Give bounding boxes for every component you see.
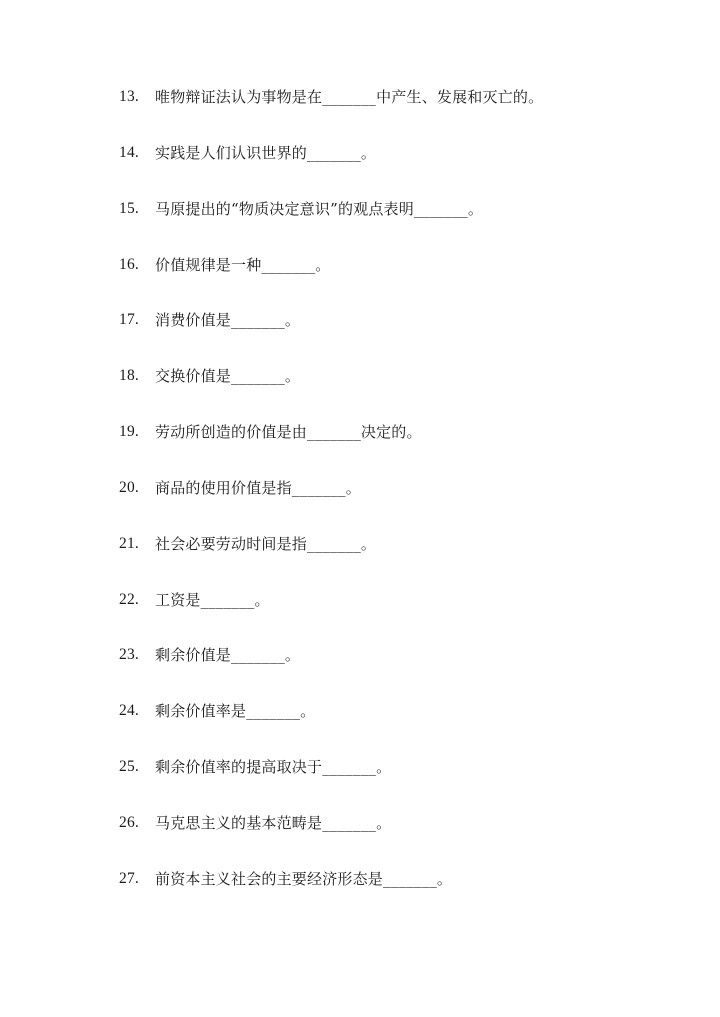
question-item — [119, 533, 699, 589]
question-text: 前资本主义社会的主要经济形态是_______。 — [155, 869, 453, 888]
question-number: 27. — [119, 869, 139, 887]
question-number: 15. — [119, 199, 139, 217]
question-item — [119, 700, 699, 756]
question-item — [119, 309, 699, 365]
question-text: 剩余价值是_______。 — [155, 646, 301, 665]
question-number: 21. — [119, 534, 139, 552]
question-item — [119, 756, 699, 812]
question-number: 26. — [119, 813, 139, 831]
question-text: 工资是_______。 — [155, 590, 270, 609]
question-item — [119, 868, 699, 924]
question-item — [119, 644, 699, 700]
question-number: 25. — [119, 758, 139, 776]
question-item — [119, 812, 699, 868]
question-text: 劳动所创造的价值是由_______决定的。 — [155, 423, 422, 442]
question-number: 18. — [119, 367, 139, 385]
question-number: 16. — [119, 255, 139, 273]
question-item — [119, 86, 699, 142]
question-text: 实践是人们认识世界的_______。 — [155, 143, 377, 162]
question-item — [119, 142, 699, 198]
question-number: 19. — [119, 423, 139, 441]
question-number: 24. — [119, 702, 139, 720]
question-number: 14. — [119, 143, 139, 161]
question-number: 13. — [119, 88, 139, 105]
question-item — [119, 477, 699, 533]
question-text: 剩余价值率是_______。 — [155, 702, 316, 721]
question-item — [119, 254, 699, 310]
question-text: 马原提出的“物质决定意识”的观点表明_______。 — [155, 199, 484, 218]
question-item — [119, 589, 699, 645]
question-item — [119, 198, 699, 254]
question-number: 23. — [119, 646, 139, 664]
question-list — [119, 86, 699, 924]
question-text: 消费价值是_______。 — [155, 311, 301, 330]
question-text: 交换价值是_______。 — [155, 367, 301, 386]
question-number: 17. — [119, 311, 139, 329]
question-text: 商品的使用价值是指_______。 — [155, 478, 361, 497]
question-item — [119, 421, 699, 477]
question-text: 社会必要劳动时间是指_______。 — [155, 534, 377, 553]
question-number: 20. — [119, 478, 139, 496]
question-number: 22. — [119, 590, 139, 608]
question-text: 剩余价值率的提高取决于_______。 — [155, 758, 392, 777]
question-text: 价值规律是一种_______。 — [155, 255, 331, 274]
question-item — [119, 365, 699, 421]
question-text: 唯物辩证法认为事物是在_______中产生、发展和灭亡的。 — [155, 88, 544, 106]
question-text: 马克思主义的基本范畴是_______。 — [155, 813, 392, 832]
